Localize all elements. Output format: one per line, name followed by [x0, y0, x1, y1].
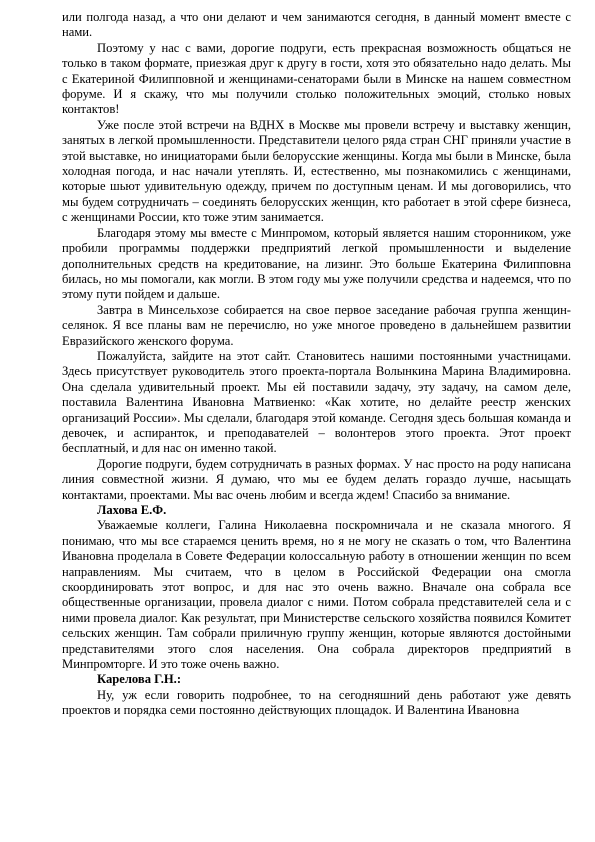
- speaker-name-karelova: Карелова Г.Н.:: [97, 672, 182, 687]
- paragraph-7: Дорогие подруги, будем сотрудничать в разных формах. У нас просто на роду написана линия совместной жизни. Я думаю, что мы ее будем делать гораздо лучше, насыщать контактами, проектами. Мы вас очень любим и всегда ждем! Спасибо за внимание.: [62, 456, 571, 502]
- paragraph-1: или полгода назад, а что они делают и чем занимаются сегодня, в данный момент вместе с нами.: [62, 10, 571, 40]
- speaker-name-lakhova: Лахова Е.Ф.: [97, 503, 167, 517]
- paragraph-2: Поэтому у нас с вами, дорогие подруги, есть прекрасная возможность общаться не только в таком формате, приезжая друг к другу в гости, хотя это обязательно надо делать. Мы с Екатериной Филипповной и женщинами-сенаторами были в Минске на нашем совместном форуме. И я скажу, что мы получили столько положительных эмоций, столько новых контактов!: [62, 40, 571, 117]
- paragraph-6: Пожалуйста, зайдите на этот сайт. Становитесь нашими постоянными участницами. Здесь присутствует руководитель этого проекта-портала Волынкина Марина Владимировна. Она сделала удивительный проект. Мы ей поставили задачу, эту задачу, на самом деле, поставила Валентина Ивановна Матвиенко: «Как хотите, но делайте реестр женских организаций России». Мы сделали, благодаря этой команде. Сегодня здесь большая команда и девочек, и аспиранток, и преподавателей – волонтеров этого проекта. Этот проект бесплатный, и для нас он именно такой.: [62, 348, 571, 456]
- paragraph-9: Ну, уж если говорить подробнее, то на сегодняшний день работают уже девять проектов и порядка семи постоянно действующих площадок. И Валентина Ивановна: [62, 687, 571, 718]
- paragraph-3: Уже после этой встречи на ВДНХ в Москве мы провели встречу и выставку женщин, занятых в легкой промышленности. Представители целого ряда стран СНГ приняли участие в этой выставке, но инициаторами были белорусские женщины. Когда мы были в Минске, была холодная погода, и нас начали утеплять. И, естественно, мы познакомились с женщинами, которые шьют удивительную одежду, причем по доступным ценам. И мы договорились, что мы будем сотрудничать – соединять белорусских женщин, кто работает в этой сфере бизнеса, с женщинами России, кто тоже этим занимается.: [62, 117, 571, 225]
- paragraph-4: Благодаря этому мы вместе с Минпромом, который является нашим сторонником, уже пробили программы поддержки предприятий легкой промышленности и выделение дополнительных средств на кредитование, на лизинг. Это больше Екатерина Филипповна билась, но мы помогали, как могли. В этом году мы уже получили средства и надеемся, что по этому пути пойдем и дальше.: [62, 225, 571, 302]
- paragraph-5: Завтра в Минсельхозе собирается на свое первое заседание рабочая группа женщин-селянок. Я все планы вам не перечислю, но уже многое проведено в дальнейшем развитии Евразийского женского форума.: [62, 302, 571, 348]
- document-page: [62, 10, 571, 719]
- paragraph-8: Уважаемые коллеги, Галина Николаевна поскромничала и не сказала многого. Я понимаю, что мы все стараемся ценить время, но я не могу не сказать о том, что Валентина Ивановна проделала в Совете Федерации колоссальную работу в отношении женщин по всем направлениям. Мы считаем, что в целом в Российской Федерации она смогла скоординировать этот вопрос, и для нас это очень важно. Вначале она собрала все общественные организации, провела диалог с ними. Потом собрала представителей села и с ними провела диалог. Как результат, при Министерстве сельского хозяйства появился Комитет сельских женщин. Там собрали приличную группу женщин, которые являются достойными представителями этого слоя населения. Она собрала директоров предприятий в Минпромторге. И это тоже очень важно.: [62, 518, 571, 672]
